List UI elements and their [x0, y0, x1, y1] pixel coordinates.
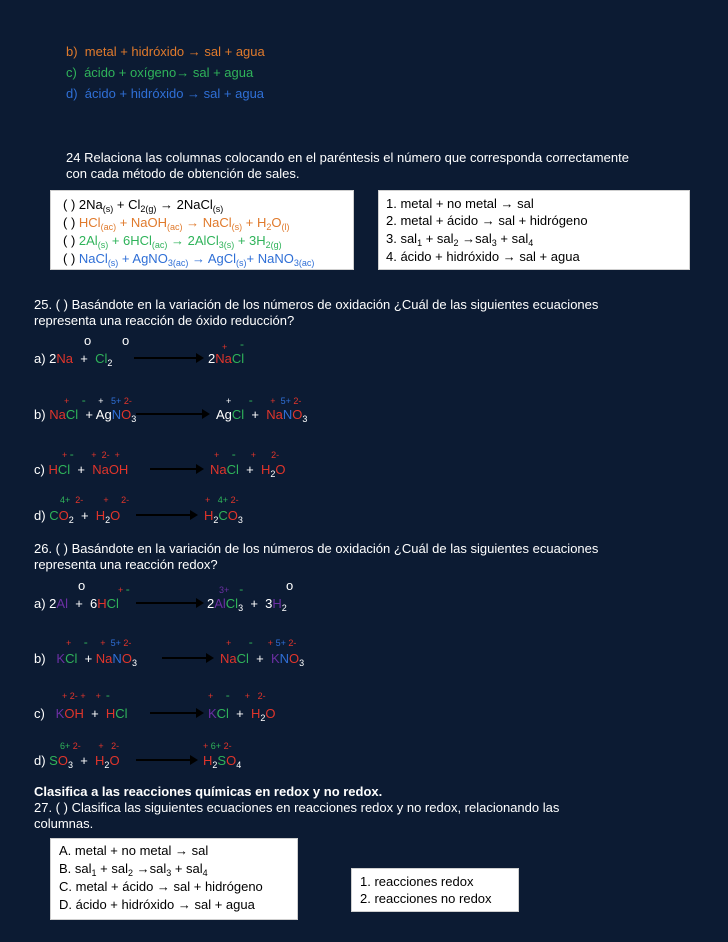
q24-methods-box: [378, 190, 690, 270]
item-C: C. metal + ácido → sal + hidrógeno: [59, 879, 263, 894]
reactant: 2Na: [78, 197, 103, 212]
text: + sal: [96, 861, 128, 876]
subscript: 2(g): [265, 240, 282, 250]
reactant: NaCl: [78, 251, 108, 266]
subscript: 3(s): [218, 240, 235, 250]
q26-b-product: NaCl + $KNO_3$: [220, 651, 305, 668]
answer-paren: ( ): [63, 197, 76, 212]
item-A: A. metal + no metal → sal: [59, 843, 209, 858]
text: →sal: [132, 861, 167, 876]
equation-2: [63, 215, 290, 235]
reaction-arrow: [162, 657, 212, 659]
reaction-arrow: [136, 514, 196, 516]
subscript: 1: [417, 238, 423, 248]
type-1: 1. reacciones redox: [360, 874, 474, 889]
q26-a-product: 2AlCl$_3$ + $3H_2$: [207, 596, 287, 613]
q26-b: b) KCl + NaNO$_3$: [34, 651, 137, 668]
product: + NaNO: [246, 251, 294, 266]
method-4: 4. ácido + hidróxido → sal + agua: [386, 249, 580, 264]
subscript: 3(ac): [293, 258, 315, 268]
item-letter: d): [66, 86, 78, 101]
q25-d: d) $CO_2 + H_2O$: [34, 508, 121, 525]
q26-c-product: KCl + $H_2O$: [208, 706, 276, 723]
method-1: 1. metal + no metal → sal: [386, 196, 534, 211]
option-label: b): [34, 407, 46, 422]
answer-paren: ( ): [63, 215, 76, 230]
item-letter: c): [66, 65, 77, 80]
q25-c: c) HCl + NaOH: [34, 462, 129, 477]
q26-d: d) $SO_3 + H_2O$: [34, 753, 120, 770]
answer-paren: ( ): [63, 233, 76, 248]
ox-row: + -: [118, 582, 130, 596]
reactant: 2Al: [78, 233, 98, 248]
reaction-arrow: [150, 468, 202, 470]
text: + sal: [496, 231, 529, 246]
subscript: (s): [231, 222, 243, 232]
ox-row: 6+ 2- + 2-: [60, 741, 120, 751]
ox-row: + 6+ 2-: [203, 741, 232, 751]
subscript: (s): [107, 258, 119, 268]
reaction-arrow: [136, 413, 208, 415]
q26-line1: 26. ( ) Basándote en la variación de los números de oxidación ¿Cuál de las siguientes ecuaciones: [34, 541, 599, 556]
subscript: (ac): [167, 222, 183, 232]
subscript: 3(ac): [167, 258, 189, 268]
subscript: 4: [528, 238, 534, 248]
product: → NaCl: [182, 215, 232, 230]
option-label: c): [34, 462, 45, 477]
equation-1: [63, 197, 223, 217]
method-3: [386, 231, 533, 251]
subscript: 2: [127, 868, 133, 878]
item-text: ácido + hidróxido → sal + agua: [84, 86, 265, 101]
reactant: + NaOH: [116, 215, 168, 230]
ox-row: + 4+ 2-: [205, 495, 239, 505]
q27-types-box: [351, 868, 519, 912]
q25-line2: representa una reacción de óxido reducción?: [34, 313, 295, 328]
subscript: (l): [281, 222, 290, 232]
text: 3. sal: [386, 231, 418, 246]
reactant: + 6HCl: [108, 233, 152, 248]
ox-minus: -: [240, 337, 244, 351]
subscript: (s): [102, 204, 114, 214]
option-label: d): [34, 508, 46, 523]
ox-row: + - + 5+ 2-: [226, 635, 297, 649]
reaction-arrow: [134, 357, 202, 359]
subscript: (s): [236, 258, 247, 268]
text: + sal: [171, 861, 203, 876]
q27-line2: columnas.: [34, 816, 94, 831]
subscript: 2(g): [140, 204, 157, 214]
q26-a: a) 2Al + 6HCl: [34, 596, 119, 611]
subscript: 2: [453, 238, 459, 248]
q25-c-product: NaCl + $H_2O$: [210, 462, 286, 479]
text: B. sal: [59, 861, 92, 876]
q27-heading: Clasifica a las reacciones químicas en redox y no redox.: [34, 784, 383, 799]
q26-d-product: $H_2SO_4$: [203, 753, 242, 770]
text: →sal: [458, 231, 492, 246]
product: → 2NaCl: [156, 197, 213, 212]
type-2: 2. reacciones no redox: [360, 891, 492, 906]
equation-4: [63, 251, 314, 271]
ox-o: o: [84, 333, 92, 348]
subscript: (ac): [100, 222, 117, 232]
ox-plus: +: [222, 342, 228, 352]
product: + H: [242, 215, 267, 230]
reactant: + Cl: [113, 197, 141, 212]
subscript: 1: [91, 868, 97, 878]
list-item-d: [66, 86, 264, 102]
product: → AgCl: [188, 251, 237, 266]
q25-b-product: AgCl + NaNO$_3$: [216, 407, 308, 424]
list-item-b: [66, 44, 265, 60]
reaction-arrow: [136, 602, 202, 604]
q25-d-product: $H_2CO_3$: [204, 508, 243, 525]
q27-equations-box: [50, 838, 298, 920]
subscript: (ac): [151, 240, 168, 250]
q24-line1: 24 Relaciona las columnas colocando en el paréntesis el número que corresponda correctamente: [66, 150, 629, 165]
equation-3: [63, 233, 282, 253]
text: + sal: [422, 231, 454, 246]
item-B: [59, 861, 208, 881]
item-letter: b): [66, 44, 78, 59]
ox-row: 3+ -: [219, 582, 244, 596]
q25-a: a) $2Na + Cl_2$: [34, 351, 113, 368]
ox-row: + 2- + + -: [62, 688, 110, 702]
reactant: + AgNO: [118, 251, 168, 266]
method-2: 2. metal + ácido → sal + hidrógeno: [386, 213, 588, 228]
list-item-c: [66, 65, 253, 81]
ox-row: + - + 5+ 2-: [64, 393, 132, 407]
product: → 2AlCl: [167, 233, 219, 248]
q25-line1: 25. ( ) Basándote en la variación de los números de oxidación ¿Cuál de las siguientes ecuaciones: [34, 297, 599, 312]
reaction-arrow: [150, 712, 202, 714]
ox-o: o: [286, 578, 294, 593]
subscript: 3: [166, 868, 172, 878]
q25-b: b) NaCl + AgNO$_3$: [34, 407, 137, 424]
q24-equations-box: [50, 190, 354, 270]
product: + 3H: [234, 233, 266, 248]
answer-paren: ( ): [63, 251, 76, 266]
q25-a-product: 2NaCl: [208, 351, 245, 366]
ox-row: + - + 2- +: [62, 447, 120, 461]
ox-row: 4+ 2- + 2-: [60, 495, 130, 505]
reaction-arrow: [136, 759, 196, 761]
ox-row: + - + 5+ 2-: [226, 393, 302, 407]
ox-o: o: [78, 578, 86, 593]
ox-row: + - + 2-: [214, 447, 280, 461]
q27-line1: 27. ( ) Clasifica las siguientes ecuaciones en reacciones redox y no redox, relacionando las: [34, 800, 560, 815]
item-text: metal + hidróxido → sal + agua: [84, 44, 265, 59]
item-D: D. ácido + hidróxido → sal + agua: [59, 897, 255, 912]
subscript: (s): [212, 204, 224, 214]
reactant: HCl: [78, 215, 101, 230]
subscript: 2: [266, 222, 272, 232]
ox-o: o: [122, 333, 130, 348]
subscript: (s): [97, 240, 109, 250]
ox-row: + - + 2-: [208, 688, 266, 702]
q24-line2: con cada método de obtención de sales.: [66, 166, 300, 181]
q26-line2: representa una reacción redox?: [34, 557, 218, 572]
ox-row: + - + 5+ 2-: [66, 635, 132, 649]
subscript: 4: [202, 868, 208, 878]
q26-c: c) KOH + HCl: [34, 706, 128, 721]
product: O: [271, 215, 282, 230]
option-label: a): [34, 351, 46, 366]
subscript: 3: [491, 238, 497, 248]
item-text: ácido + oxígeno→ sal + agua: [84, 65, 254, 80]
